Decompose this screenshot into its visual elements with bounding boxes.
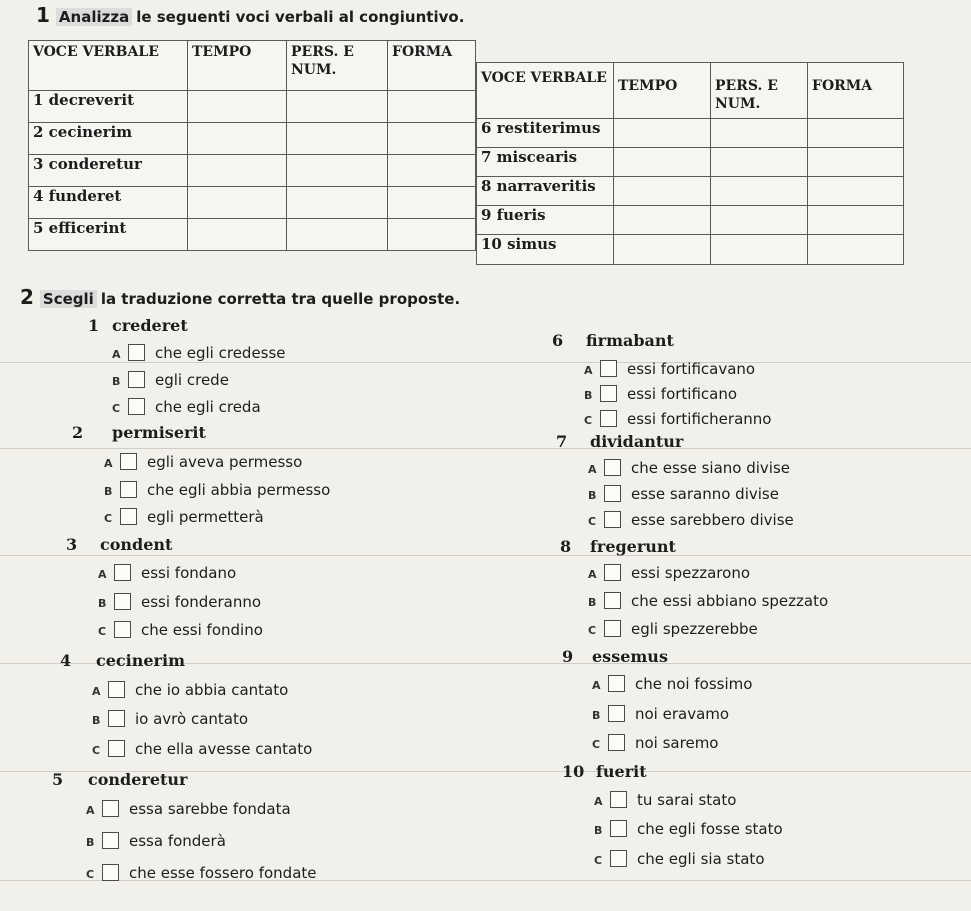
- option-4c[interactable]: C che ella avesse cantato: [92, 740, 313, 758]
- checkbox[interactable]: [102, 864, 119, 881]
- question-word: fuerit: [596, 762, 647, 781]
- option-4b[interactable]: B io avrò cantato: [92, 710, 249, 728]
- answer-cell[interactable]: [614, 148, 711, 177]
- left-conjugation-table: [28, 40, 476, 251]
- row-verb: 6 restiterimus: [477, 119, 614, 148]
- answer-cell[interactable]: [808, 177, 904, 206]
- row-verb: 7 miscearis: [477, 148, 614, 177]
- row-verb: 8 narraveritis: [477, 177, 614, 206]
- exercise-2-verb: Scegli: [40, 290, 97, 308]
- checkbox[interactable]: [604, 620, 621, 637]
- answer-cell[interactable]: [188, 219, 287, 251]
- option-1b[interactable]: B egli crede: [112, 371, 229, 389]
- question-2: 2 permiserit: [72, 423, 206, 442]
- answer-cell[interactable]: [614, 177, 711, 206]
- option-5b[interactable]: B essa fonderà: [86, 832, 226, 850]
- answer-cell[interactable]: [287, 123, 388, 155]
- question-7: 7 dividantur: [556, 432, 684, 451]
- answer-cell[interactable]: [188, 91, 287, 123]
- answer-cell[interactable]: [711, 206, 808, 235]
- answer-cell[interactable]: [188, 155, 287, 187]
- answer-cell[interactable]: [808, 206, 904, 235]
- exercise-1-verb: Analizza: [56, 8, 132, 26]
- checkbox[interactable]: [608, 675, 625, 692]
- checkbox[interactable]: [102, 800, 119, 817]
- checkbox[interactable]: [610, 850, 627, 867]
- checkbox[interactable]: [604, 564, 621, 581]
- answer-cell[interactable]: [388, 219, 476, 251]
- answer-cell[interactable]: [287, 91, 388, 123]
- checkbox[interactable]: [114, 593, 131, 610]
- col-header-tempo: TEMPO: [188, 41, 287, 91]
- question-8: 8 fregerunt: [560, 537, 676, 556]
- exercise-1-title: [36, 3, 464, 27]
- exercise-2-title: [20, 285, 460, 309]
- row-verb: 10 simus: [477, 235, 614, 265]
- option-10c[interactable]: C che egli sia stato: [594, 850, 765, 868]
- question-word: dividantur: [590, 432, 684, 451]
- col-header-tempo: TEMPO: [614, 63, 711, 119]
- col-header-forma: FORMA: [388, 41, 476, 91]
- question-word: essemus: [592, 647, 668, 666]
- checkbox[interactable]: [608, 705, 625, 722]
- answer-cell[interactable]: [188, 187, 287, 219]
- question-4: 4 cecinerim: [60, 651, 185, 670]
- row-verb: 9 fueris: [477, 206, 614, 235]
- checkbox[interactable]: [108, 681, 125, 698]
- question-3: 3 condent: [66, 535, 173, 554]
- option-3b[interactable]: B essi fonderanno: [98, 593, 262, 611]
- checkbox[interactable]: [128, 344, 145, 361]
- answer-cell[interactable]: [711, 235, 808, 265]
- answer-cell[interactable]: [287, 187, 388, 219]
- question-word: crederet: [112, 316, 188, 335]
- answer-cell[interactable]: [188, 123, 287, 155]
- option-4a[interactable]: A che io abbia cantato: [92, 681, 289, 699]
- question-word: conderetur: [88, 770, 188, 789]
- question-word: firmabant: [586, 331, 674, 350]
- ruling-line: [0, 448, 971, 449]
- answer-cell[interactable]: [388, 155, 476, 187]
- col-header-forma: FORMA: [808, 63, 904, 119]
- col-header-voce-verbale: VOCE VERBALE: [29, 41, 188, 91]
- answer-cell[interactable]: [808, 235, 904, 265]
- exercise-1-number: 1: [36, 3, 50, 27]
- option-9c[interactable]: C noi saremo: [592, 734, 719, 752]
- option-6c[interactable]: C essi fortificheranno: [584, 410, 772, 428]
- option-6b[interactable]: B essi fortificano: [584, 385, 738, 403]
- option-7a[interactable]: A che esse siano divise: [588, 459, 791, 477]
- right-conjugation-table: [476, 62, 904, 265]
- option-1a[interactable]: A che egli credesse: [112, 344, 286, 362]
- option-6a[interactable]: A essi fortificavano: [584, 360, 756, 378]
- checkbox[interactable]: [600, 410, 617, 427]
- row-verb: 3 conderetur: [29, 155, 188, 187]
- answer-cell[interactable]: [614, 119, 711, 148]
- option-3a[interactable]: A essi fondano: [98, 564, 237, 582]
- checkbox[interactable]: [102, 832, 119, 849]
- row-verb: 1 decreverit: [29, 91, 188, 123]
- option-5a[interactable]: A essa sarebbe fondata: [86, 800, 291, 818]
- checkbox[interactable]: [120, 481, 137, 498]
- option-9a[interactable]: A che noi fossimo: [592, 675, 753, 693]
- option-9b[interactable]: B noi eravamo: [592, 705, 730, 723]
- exercise-2-number: 2: [20, 285, 34, 309]
- col-header-voce-verbale: VOCE VERBALE: [477, 63, 614, 119]
- question-word: cecinerim: [96, 651, 185, 670]
- col-header-pers-num: PERS. E NUM.: [711, 63, 808, 119]
- option-10a[interactable]: A tu sarai stato: [594, 791, 737, 809]
- answer-cell[interactable]: [388, 187, 476, 219]
- checkbox[interactable]: [600, 385, 617, 402]
- option-10b[interactable]: B che egli fosse stato: [594, 820, 783, 838]
- checkbox[interactable]: [128, 371, 145, 388]
- answer-cell[interactable]: [388, 123, 476, 155]
- question-6: 6 firmabant: [552, 331, 674, 350]
- option-2b[interactable]: B che egli abbia permesso: [104, 481, 331, 499]
- checkbox[interactable]: [108, 740, 125, 757]
- checkbox[interactable]: [604, 511, 621, 528]
- checkbox[interactable]: [128, 398, 145, 415]
- exercise-2-instructions: la traduzione corretta tra quelle proposte.: [100, 290, 461, 308]
- ruling-line: [0, 555, 971, 556]
- checkbox[interactable]: [114, 564, 131, 581]
- option-8b[interactable]: B che essi abbiano spezzato: [588, 592, 829, 610]
- checkbox[interactable]: [600, 360, 617, 377]
- question-word: permiserit: [112, 423, 206, 442]
- row-verb: 4 funderet: [29, 187, 188, 219]
- option-3c[interactable]: C che essi fondino: [98, 621, 263, 639]
- answer-cell[interactable]: [614, 235, 711, 265]
- answer-cell[interactable]: [614, 206, 711, 235]
- checkbox[interactable]: [120, 453, 137, 470]
- ruling-line: [0, 362, 971, 363]
- checkbox[interactable]: [114, 621, 131, 638]
- checkbox[interactable]: [610, 820, 627, 837]
- answer-cell[interactable]: [388, 91, 476, 123]
- option-8a[interactable]: A essi spezzarono: [588, 564, 750, 582]
- option-7b[interactable]: B esse saranno divise: [588, 485, 779, 503]
- answer-cell[interactable]: [287, 155, 388, 187]
- answer-cell[interactable]: [808, 119, 904, 148]
- question-word: condent: [100, 535, 173, 554]
- question-9: 9 essemus: [562, 647, 668, 666]
- answer-cell[interactable]: [711, 177, 808, 206]
- checkbox[interactable]: [604, 592, 621, 609]
- checkbox[interactable]: [608, 734, 625, 751]
- answer-cell[interactable]: [287, 219, 388, 251]
- checkbox[interactable]: [604, 485, 621, 502]
- col-header-pers-num: PERS. E NUM.: [287, 41, 388, 91]
- checkbox[interactable]: [120, 508, 137, 525]
- answer-cell[interactable]: [808, 148, 904, 177]
- answer-cell[interactable]: [711, 119, 808, 148]
- checkbox[interactable]: [604, 459, 621, 476]
- option-8c[interactable]: C egli spezzerebbe: [588, 620, 758, 638]
- option-1c[interactable]: C che egli creda: [112, 398, 261, 416]
- question-1: 1 crederet: [88, 316, 188, 335]
- checkbox[interactable]: [108, 710, 125, 727]
- checkbox[interactable]: [610, 791, 627, 808]
- question-word: fregerunt: [590, 537, 676, 556]
- row-verb: 2 cecinerim: [29, 123, 188, 155]
- option-2c[interactable]: C egli permetterà: [104, 508, 264, 526]
- row-verb: 5 efficerint: [29, 219, 188, 251]
- option-5c[interactable]: C che esse fossero fondate: [86, 864, 317, 882]
- option-2a[interactable]: A egli aveva permesso: [104, 453, 303, 471]
- question-10: 10 fuerit: [562, 762, 647, 781]
- exercise-1-instructions: le seguenti voci verbali al congiuntivo.: [136, 8, 465, 26]
- option-7c[interactable]: C esse sarebbero divise: [588, 511, 794, 529]
- answer-cell[interactable]: [711, 148, 808, 177]
- question-5: 5 conderetur: [52, 770, 188, 789]
